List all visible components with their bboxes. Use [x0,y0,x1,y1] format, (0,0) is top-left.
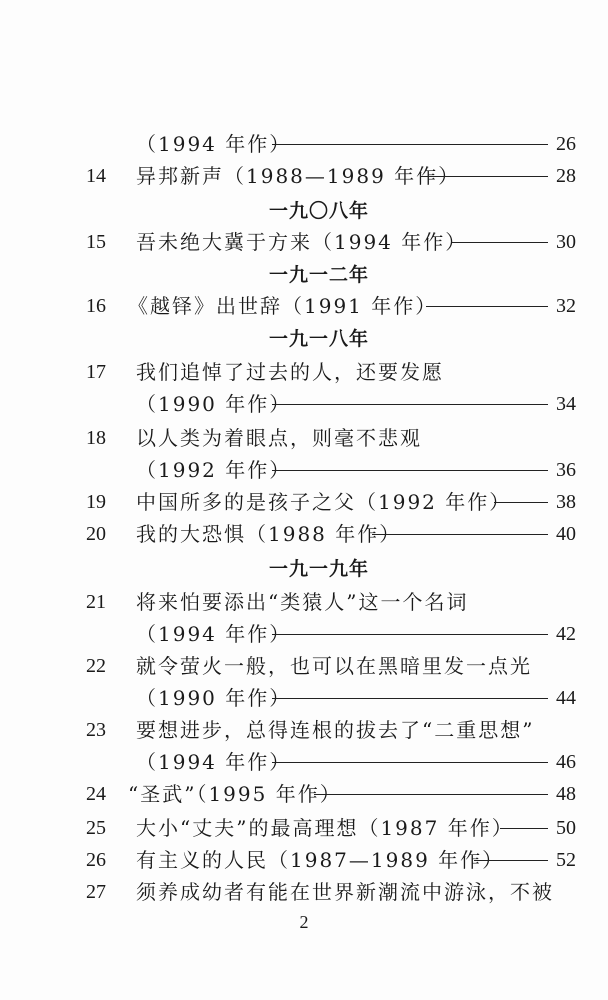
toc-entry-number: 24 [86,783,106,805]
toc-entry-title: 大小“丈夫”的最高理想（1987 年作） [136,816,514,840]
toc-entry-14 [0,158,608,196]
toc-entry-number: 14 [86,165,106,187]
toc-entry-title: 须养成幼者有能在世界新潮流中游泳，不被 [136,880,554,904]
toc-entry-title: 我们追悼了过去的人，还要发愿 [136,360,444,384]
leader-rule [272,634,548,635]
toc-page-number: 30 [556,231,576,253]
leader-rule [272,144,548,145]
toc-page-number: 48 [556,783,576,805]
toc-page-number: 40 [556,523,576,545]
year-heading: 一九一八年 [268,328,369,350]
toc-entry-title: 要想进步，总得连根的拔去了“二重思想” [136,718,535,742]
toc-entry-24 [0,776,608,814]
leader-rule [494,502,548,503]
toc-entry-title: 有主义的人民（1987—1989 年作） [136,848,505,872]
year-heading: 一九一二年 [268,264,369,286]
toc-entry-number: 26 [86,849,106,871]
toc-entry-number: 16 [86,295,106,317]
toc-page-number: 28 [556,165,576,187]
toc-entry-title: （1992 年作） [136,458,292,482]
toc-page-number: 38 [556,491,576,513]
toc-entry-number: 20 [86,523,106,545]
leader-rule [474,860,548,861]
toc-page-number: 46 [556,751,576,773]
leader-rule [314,794,548,795]
leader-rule [372,534,548,535]
toc-page-number: 50 [556,817,576,839]
leader-rule [272,470,548,471]
leader-rule [272,404,548,405]
toc-entry-number: 18 [86,427,106,449]
leader-rule [452,242,548,243]
page-number: 2 [299,912,309,932]
year-heading: 一九〇八年 [268,200,369,222]
leader-rule [272,698,548,699]
toc-entry-number: 21 [86,591,106,613]
toc-entry-number: 15 [86,231,106,253]
toc-entry-title: 吾未绝大冀于方来（1994 年作） [136,230,468,254]
toc-entry-title: 中国所多的是孩子之父（1992 年作） [136,490,512,514]
leader-rule [420,176,548,177]
toc-page-number: 44 [556,687,576,709]
toc-page-number: 26 [556,133,576,155]
toc-entry-title: （1994 年作） [136,132,292,156]
leader-rule [426,306,548,307]
toc-entry-title: “圣武”（1995 年作） [128,782,342,806]
toc-page-number: 52 [556,849,576,871]
toc-page-number: 32 [556,295,576,317]
toc-entry-title: （1990 年作） [136,686,292,710]
toc-entry-number: 22 [86,655,106,677]
toc-entry-number: 19 [86,491,106,513]
toc-page-number: 42 [556,623,576,645]
leader-rule [500,828,548,829]
toc-entry-title: 以人类为着眼点，则毫不悲观 [136,426,422,450]
toc-entry-title: 异邦新声（1988—1989 年作） [136,164,461,188]
toc-page-number: 36 [556,459,576,481]
toc-entry-title: 将来怕要添出“类猿人”这一个名词 [136,590,469,614]
toc-page-number: 34 [556,393,576,415]
toc-entry-17-continued [0,386,608,424]
toc-entry-title: 就令萤火一般，也可以在黑暗里发一点光 [136,654,532,678]
toc-entry-title: （1994 年作） [136,622,292,646]
toc-entry-27 [0,874,608,912]
year-heading: 一九一九年 [268,558,369,580]
toc-entry-number: 25 [86,817,106,839]
leader-rule [272,762,548,763]
toc-entry-number: 27 [86,881,106,903]
toc-entry-title: 《越铎》出世辞（1991 年作） [128,294,438,318]
toc-entry-title: （1990 年作） [136,392,292,416]
toc-entry-title: （1994 年作） [136,750,292,774]
toc-entry-number: 23 [86,719,106,741]
toc-entry-title: 我的大恐惧（1988 年作） [136,522,402,546]
toc-entry-number: 17 [86,361,106,383]
toc-entry-20 [0,516,608,554]
